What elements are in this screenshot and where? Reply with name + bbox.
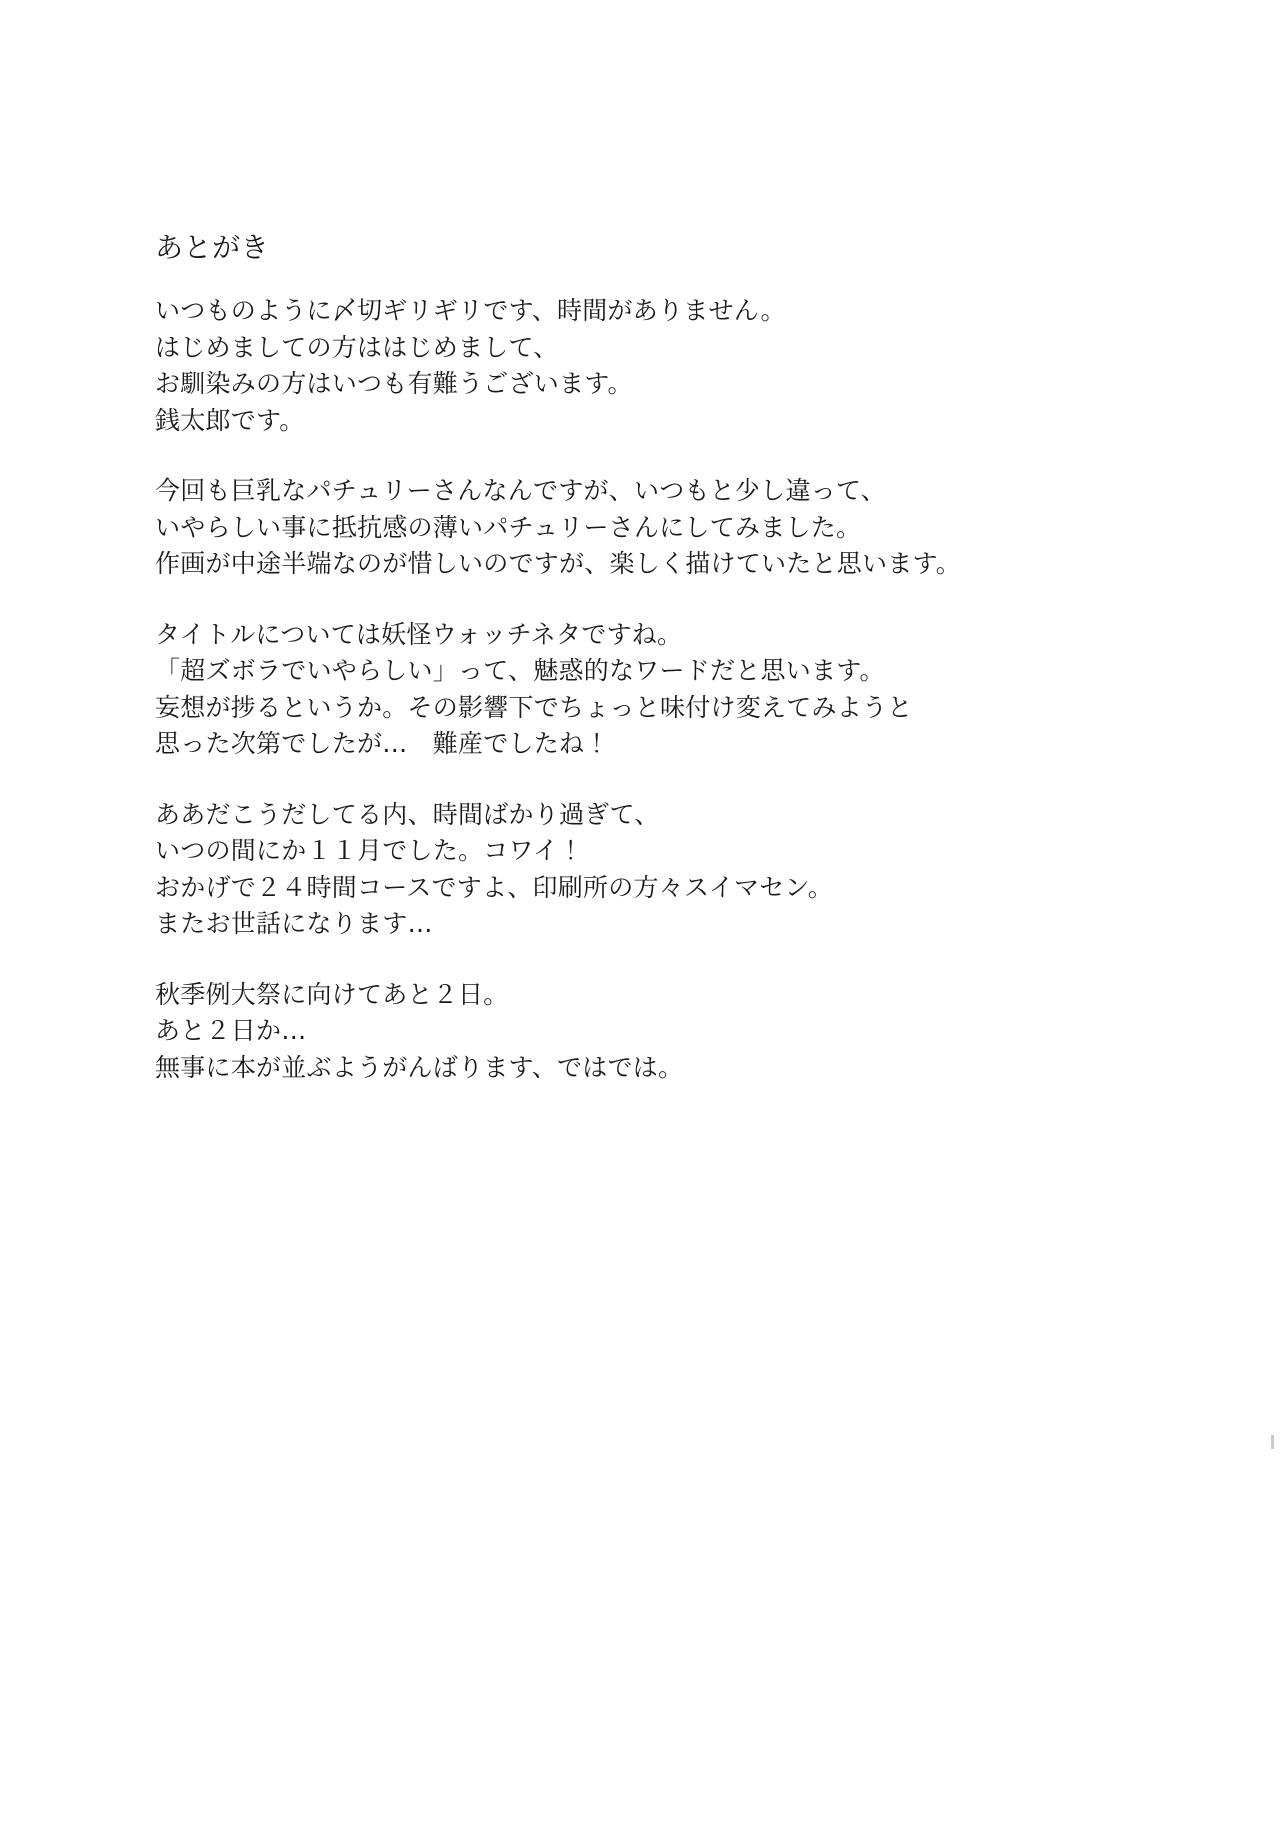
text-line: 思った次第でしたが… 難産でしたね！ [155,729,610,759]
text-line: 無事に本が並ぶようがんばります、ではでは。 [155,1052,684,1082]
text-line: いやらしい事に抵抗感の薄いパチュリーさんにしてみました。 [155,512,862,542]
text-line: 作画が中途半端なのが惜しいのですが、楽しく描けていたと思います。 [155,549,962,579]
text-line: いつの間にか１１月でした。コワイ！ [155,836,584,866]
text-line: またお世話になります… [155,909,433,939]
paragraph-closing [155,977,1135,1087]
paragraph-greeting [155,293,1135,439]
text-line: 「超ズボラでいやらしい」って、魅惑的なワードだと思います。 [155,656,885,686]
text-line: あと２日か… [155,1016,307,1046]
page-edge-mark [1271,1435,1274,1449]
text-line: タイトルについては妖怪ウォッチネタですね。 [155,619,683,649]
text-line: 妄想が捗るというか。その影響下でちょっと味付け変えてみようと [155,692,913,722]
page-title: あとがき [155,231,270,264]
paragraph-about-character [155,473,1135,583]
text-line: 今回も巨乳なパチュリーさんなんですが、いつもと少し違って、 [155,476,887,506]
text-line: 銭太郎です。 [155,405,305,435]
text-line: いつものように〆切ギリギリです、時間がありません。 [155,296,786,326]
text-line: 秋季例大祭に向けてあと２日。 [155,979,509,1009]
text-line: お馴染みの方はいつも有難うございます。 [155,369,633,399]
paragraph-about-title [155,617,1135,763]
text-line: はじめましての方ははじめまして、 [155,332,559,362]
paragraph-schedule [155,797,1135,943]
text-line: おかげで２４時間コースですよ、印刷所の方々スイマセン。 [155,872,834,902]
text-line: ああだこうだしてる内、時間ばかり過ぎて、 [155,799,660,829]
afterword-body [155,228,1135,1086]
